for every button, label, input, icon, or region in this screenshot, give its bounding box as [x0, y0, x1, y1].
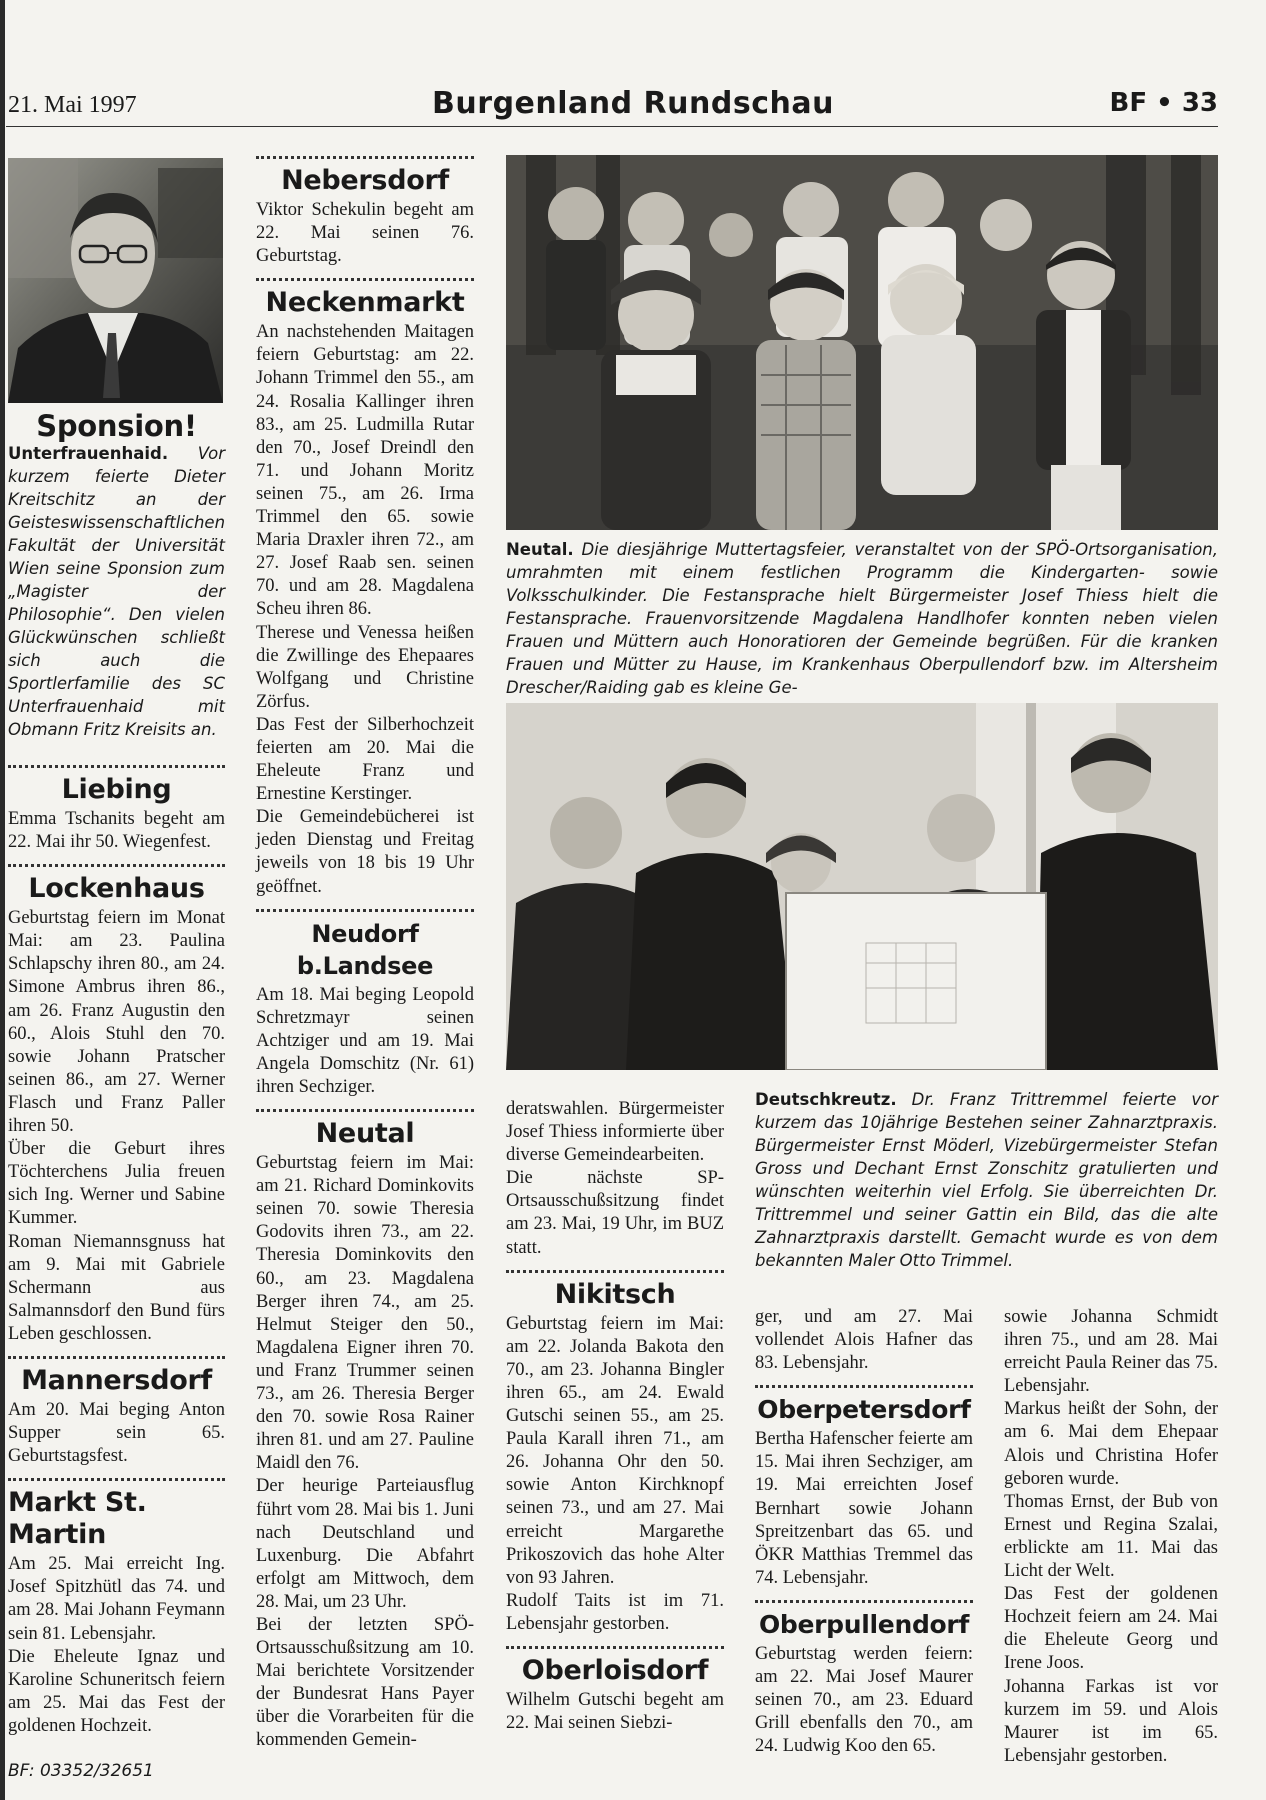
deutschkreutz-caption-text: Dr. Franz Trittremmel feierte vor kurzem das 10jährige Bestehen seiner Zahnarztpraxis. Bürgermeister Ernst Möderl, Vizebürgermeister Stefan Gross und Dechant Ernst Zonschitz gratulierten und wünschten weiterhin viel Erfolg. Sie überreichten Dr. Trittremmel und seiner Gattin ein Bild, das die alte Zahnarztpraxis darstellt. Gemacht wurde es von dem bekannten Maler Otto Trimmel.	[755, 1090, 1218, 1270]
portrait-photo	[8, 158, 223, 403]
page-number: BF • 33	[1109, 88, 1218, 118]
divider	[256, 278, 474, 281]
divider	[256, 1109, 474, 1112]
lockenhaus-text-1: Geburtstag feiern im Monat Mai: am 23. Paulina Schlapschy ihren 80., am 24. Simone Ambrus ihren 86., am 26. Franz Augustin den 60., Alois Stuhl den 70. sowie Johann Pratscher seinen 86., am 27. Werner Flasch und Franz Paller ihren 50.	[8, 908, 225, 1137]
newspaper-title: Burgenland Rundschau	[432, 86, 834, 121]
page-edge	[0, 0, 5, 1800]
neudorf-headline: Neudorf b.Landsee	[296, 919, 434, 980]
col5-text-3: Thomas Ernst, der Bub von Ernest und Regina Szalai, erblickte am 11. Mai das Licht der Welt.	[1004, 1491, 1218, 1582]
oberpetersdorf-headline: Oberpetersdorf	[757, 1395, 971, 1425]
divider	[755, 1600, 973, 1603]
liebing-headline: Liebing	[61, 774, 172, 805]
nikitsch-text-1: Geburtstag feiern im Mai: am 22. Jolanda Bakota den 70., am 23. Johanna Bingler ihren 65., am 24. Ewald Gutschi seinen 55., am 25. Paula Karall ihren 71., am 26. Johanna Ohr den 50. sowie Anton Kirchknopf seinen 73., und am 27. Mai erreicht Margarethe Prikoszovich das hohe Alter von 93 Jahren.	[506, 1313, 724, 1588]
deutschkreutz-caption-lead: Deutschkreutz.	[755, 1090, 897, 1109]
divider	[8, 1356, 225, 1359]
lockenhaus-text-3: Roman Niemannsgnuss hat am 9. Mai mit Gabriele Schermann aus Salmannsdorf den Bund fürs Leben geschlossen.	[8, 1231, 225, 1344]
neutal-caption-lead: Neutal.	[506, 540, 574, 559]
lockenhaus-headline: Lockenhaus	[28, 873, 205, 905]
divider	[256, 909, 474, 912]
neutal-caption	[506, 538, 1218, 699]
sponsion-headline: Sponsion!	[36, 409, 197, 443]
neutal-text-1: Geburtstag feiern im Mai: am 21. Richard Dominkovits seinen 70. sowie Theresia Godovits ihren 73., am 22. Theresia Dominkovits den 60., am 23. Magdalena Berger ihren 74., am 25. Helmut Steiger den 50., Magdalena Eigner ihren 70. und Franz Trummer seinen 73., am 26. Theresia Berger den 70. sowie Rosa Rainer ihren 81. und am 27. Pauline Maidl den 76.	[256, 1153, 474, 1474]
sponsion-article	[8, 442, 225, 741]
mannersdorf-headline: Mannersdorf	[21, 1364, 212, 1396]
oberpullendorf-text: Geburtstag werden feiern: am 22. Mai Josef Maurer seinen 70., am 23. Eduard Grill ebenfalls den 70., am 24. Ludwig Koo den 65.	[755, 1643, 973, 1757]
divider	[8, 765, 225, 768]
col4-text-1: ger, und am 27. Mai vollendet Alois Hafner das 83. Lebensjahr.	[755, 1307, 973, 1374]
column-5	[1004, 1306, 1218, 1768]
col5-text-1: sowie Johanna Schmidt ihren 75., und am 28. Mai erreicht Paula Reiner das 75. Lebensjahr.	[1004, 1307, 1218, 1397]
sponsion-text: Vor kurzem feierte Dieter Kreitschitz an der Geisteswissenschaftlichen Fakultät der Universität Wien seine Sponsion zum „Magister der Philosophie“. Den vielen Glückwünschen schließt sich auch die Sportlerfamilie des SC Unterfrauenhaid mit Obmann Fritz Kreisits an.	[8, 444, 226, 739]
divider	[506, 1646, 724, 1649]
liebing-text: Emma Tschanits begeht am 22. Mai ihr 50. Wiegenfest.	[8, 809, 225, 853]
header-rule	[6, 126, 1218, 127]
divider	[755, 1385, 973, 1388]
deutschkreutz-photo	[506, 703, 1218, 1070]
divider	[8, 1478, 225, 1481]
col3-text-2: Die nächste SP-Ortsausschußsitzung findet am 23. Mai, 19 Uhr, im BUZ statt.	[506, 1168, 724, 1258]
lockenhaus-text-2: Über die Geburt ihres Töchterchens Julia freuen sich Ing. Werner und Sabine Kummer.	[8, 1139, 225, 1229]
col5-text-2: Markus heißt der Sohn, der am 6. Mai dem Ehepaar Alois und Christina Hofer geboren wurde.	[1004, 1399, 1218, 1489]
deutschkreutz-caption	[755, 1088, 1218, 1272]
divider	[506, 1270, 724, 1273]
mannersdorf-text: Am 20. Mai beging Anton Supper sein 65. Geburtstagsfest.	[8, 1399, 225, 1467]
col5-text-5: Johanna Farkas ist vor kurzem im 59. und Alois Maurer ist im 65. Lebensjahr gestorben.	[1004, 1676, 1218, 1766]
issue-date: 21. Mai 1997	[8, 92, 137, 118]
column-3	[506, 1098, 724, 1735]
nikitsch-headline: Nikitsch	[554, 1278, 676, 1310]
divider	[256, 156, 474, 159]
neckenmarkt-headline: Neckenmarkt	[265, 287, 465, 319]
column-1	[8, 410, 225, 1783]
neckenmarkt-text-4: Die Gemeindebücherei ist jeden Dienstag und Freitag jeweils von 18 bis 19 Uhr geöffnet.	[256, 807, 474, 897]
oberpullendorf-headline: Oberpullendorf	[758, 1609, 970, 1639]
oberloisdorf-headline: Oberloisdorf	[521, 1654, 709, 1686]
divider	[8, 864, 225, 867]
marktstmartin-text-1: Am 25. Mai erreicht Ing. Josef Spitzhütl das 74. und am 28. Mai Johann Feymann sein 81. Lebensjahr.	[8, 1554, 225, 1644]
neutal-caption-text: Die diesjährige Muttertagsfeier, veranstaltet von der SPÖ-Ortsorganisation, umrahmten mit einem festlichen Programm die Kindergarten- sowie Volksschulkinder. Die Festansprache hielt Bürgermeister Josef Thiess hielt die Festansprache. Frauenvorsitzende Magdalena Handlhofer konnten neben vielen Frauen und Müttern auch Honoratioren der Gemeinde begrüßen. Für die kranken Frauen und Mütter zu Hause, im Krankenhaus Oberpullendorf bzw. im Altersheim Drescher/Raiding gab es kleine Ge-	[506, 540, 1218, 697]
bf-phone: BF: 03352/32651	[8, 1761, 154, 1781]
sponsion-place: Unterfrauenhaid.	[8, 444, 169, 463]
marktstmartin-text-2: Die Eheleute Ignaz und Karoline Schuneritsch feiern am 25. Mai das Fest der goldenen Hochzeit.	[8, 1646, 225, 1736]
nebersdorf-text: Viktor Schekulin begeht am 22. Mai seinen 76. Geburtstag.	[256, 200, 474, 267]
nikitsch-text-2: Rudolf Taits ist im 71. Lebensjahr gestorben.	[506, 1590, 724, 1634]
neutal-headline: Neutal	[315, 1118, 415, 1150]
neutal-text-2: Der heurige Parteiausflug führt vom 28. Mai bis 1. Juni nach Deutschland und Luxenburg. Die Abfahrt erfolgt am Mittwoch, dem 28. Mai, um 23 Uhr.	[256, 1476, 474, 1612]
neudorf-text: Am 18. Mai beging Leopold Schretzmayr seinen Achtziger und am 19. Mai Angela Domschitz (Nr. 61) ihren Sechziger.	[256, 984, 474, 1097]
neckenmarkt-text-2: Therese und Venessa heißen die Zwillinge des Ehepaares Wolfgang und Christine Zörfus.	[256, 622, 474, 712]
neckenmarkt-text-3: Das Fest der Silberhochzeit feierten am 20. Mai die Eheleute Franz und Ernestine Kerstinger.	[256, 714, 474, 805]
nebersdorf-headline: Nebersdorf	[281, 165, 449, 196]
oberloisdorf-text: Wilhelm Gutschi begeht am 22. Mai seinen Siebzi-	[506, 1689, 724, 1734]
column-4	[755, 1306, 973, 1758]
oberpetersdorf-text: Bertha Hafenscher feierte am 15. Mai ihren Sechziger, am 19. Mai erreichten Josef Bernhart sowie Johann Spreitzenbart das 65. und ÖKR Matthias Tremmel das 74. Lebensjahr.	[755, 1429, 973, 1588]
neutal-children-photo	[506, 155, 1218, 530]
marktstmartin-headline: Markt St. Martin	[8, 1487, 147, 1551]
neutal-text-3: Bei der letzten SPÖ-Ortsausschußsitzung am 10. Mai berichtete Vorsitzender der Bundesrat Hans Payer über die Vorarbeiten für die kommenden Gemein-	[256, 1614, 474, 1751]
col5-text-4: Das Fest der goldenen Hochzeit feiern am 24. Mai die Eheleute Georg und Irene Joos.	[1004, 1584, 1218, 1674]
column-2	[256, 152, 474, 1753]
neckenmarkt-text-1: An nachstehenden Maitagen feiern Geburtstag: am 22. Johann Trimmel den 55., am 24. Rosalia Kallinger ihren 83., am 25. Ludmilla Rutar den 70., Josef Dreindl den 71. und Johann Moritz seinen 75., am 26. Irma Trimmel den 65. sowie Maria Draxler ihren 72., am 27. Josef Raab sen. seinen 70. und am 28. Magdalena Scheu ihren 86.	[256, 322, 474, 620]
col3-text-1: deratswahlen. Bürgermeister Josef Thiess informierte über diverse Gemeindearbeiten.	[506, 1099, 724, 1166]
